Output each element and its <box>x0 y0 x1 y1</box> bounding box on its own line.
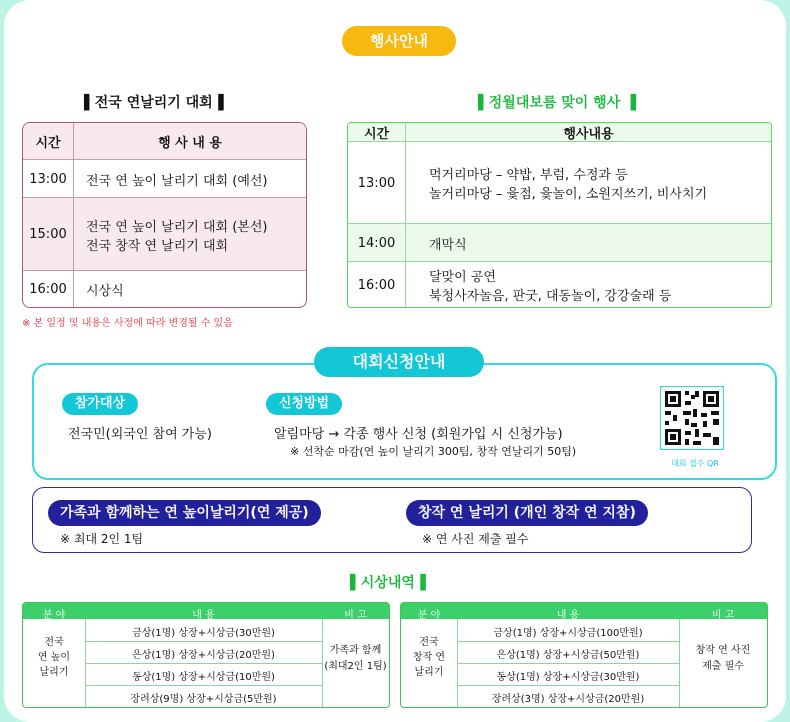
table-row: 14:00 개막식 <box>348 223 771 262</box>
prize-item: 장려상(3명) 상장+시상금(20만원) <box>491 694 645 705</box>
method-note: ※ 선착순 마감(연 높이 날리기 300팀, 창작 연날리기 50팀) <box>290 445 577 458</box>
prize-table-creative: 분 야 내 용 비 고 전국 창작 연 날리기 금상(1명) 상장+시상금(100만원) 은상(1명) 상장+시상금(50만원) 동상(1명) 상장+시상금(30만원) 장려상(3명) 상장+시상금(20만원) 창작 연 사진 제출 필수 <box>400 602 768 708</box>
prize-item: 동상(1명) 상장+시상금(30만원) <box>496 672 640 683</box>
table-header-row: 시간 행 사 내 용 <box>23 123 306 159</box>
kite-contest-title: ▌전국 연날리기 대회▐ <box>84 95 224 111</box>
prize-note: 창작 연 사진 제출 필수 <box>695 645 751 672</box>
full-moon-title: ▌정월대보름 맞이 행사 ▐ <box>478 95 636 111</box>
creative-category-label: 창작 연 날리기 (개인 창작 연 지참) <box>406 500 648 526</box>
target-text: 전국민(외국인 참여 가능) <box>68 427 212 442</box>
prize-item: 은상(1명) 상장+시상금(20만원) <box>132 650 275 661</box>
prize-field: 전국 창작 연 날리기 <box>412 637 446 678</box>
prize-item: 금상(1명) 상장+시상금(30만원) <box>132 628 275 639</box>
prize-note: 가족과 함께 (최대2인 1팀) <box>324 645 387 672</box>
table-header-row: 시간 행사내용 <box>348 123 771 141</box>
prize-item: 장려상(9명) 상장+시상금(5만원) <box>130 694 277 705</box>
table-row: 16:00 달맞이 공연 북청사자놀음, 판굿, 대동놀이, 강강술래 등 <box>348 261 771 308</box>
prize-field: 전국 연 높이 날리기 <box>37 637 71 678</box>
prize-table-kite-height: 분 야 내 용 비 고 전국 연 높이 날리기 금상(1명) 상장+시상금(30만원) 은상(1명) 상장+시상금(20만원) 동상(1명) 상장+시상금(10만원) 장려상(9명) 상장+시상금(5만원) 가족과 함께 (최대2인 1팀) <box>22 602 390 708</box>
family-category-label: 가족과 함께하는 연 높이날리기(연 제공) <box>48 500 321 526</box>
prizes-title: ▌시상내역▐ <box>350 575 426 591</box>
schedule-change-note: ※ 본 일정 및 내용은 사정에 따라 변경될 수 있음 <box>22 318 233 329</box>
target-label: 참가대상 <box>62 393 138 415</box>
kite-contest-table <box>22 122 307 308</box>
full-moon-table <box>347 122 772 308</box>
method-text: 알림마당 → 각종 행사 신청 (회원가입 시 신청가능) <box>274 427 563 442</box>
event-info-header <box>342 26 456 56</box>
family-category-note: ※ 최대 2인 1팀 <box>60 532 144 546</box>
application-title: 대회신청안내 <box>314 347 484 377</box>
table-row: 15:00 전국 연 높이 날리기 대회 (본선) 전국 창작 연 날리기 대회 <box>23 197 306 271</box>
qr-caption: 대회 접수 QR <box>671 459 719 468</box>
table-row: 13:00 먹거리마당 – 약밥, 부럼, 수정과 등 놀거리마당 – 윷점, 윷놀이, 소원지쓰기, 비사치기 <box>348 141 771 224</box>
table-row: 13:00 전국 연 높이 날리기 대회 (예선) <box>23 159 306 198</box>
header-title: 행사안내 <box>370 32 428 50</box>
prize-item: 동상(1명) 상장+시상금(10만원) <box>132 672 275 683</box>
method-label: 신청방법 <box>266 393 342 415</box>
table-row: 16:00 시상식 <box>23 270 306 308</box>
qr-code-icon[interactable] <box>660 386 724 450</box>
creative-category-note: ※ 연 사진 제출 필수 <box>422 532 529 546</box>
prize-item: 은상(1명) 상장+시상금(50만원) <box>496 650 640 661</box>
prize-item: 금상(1명) 상장+시상금(100만원) <box>493 628 643 639</box>
